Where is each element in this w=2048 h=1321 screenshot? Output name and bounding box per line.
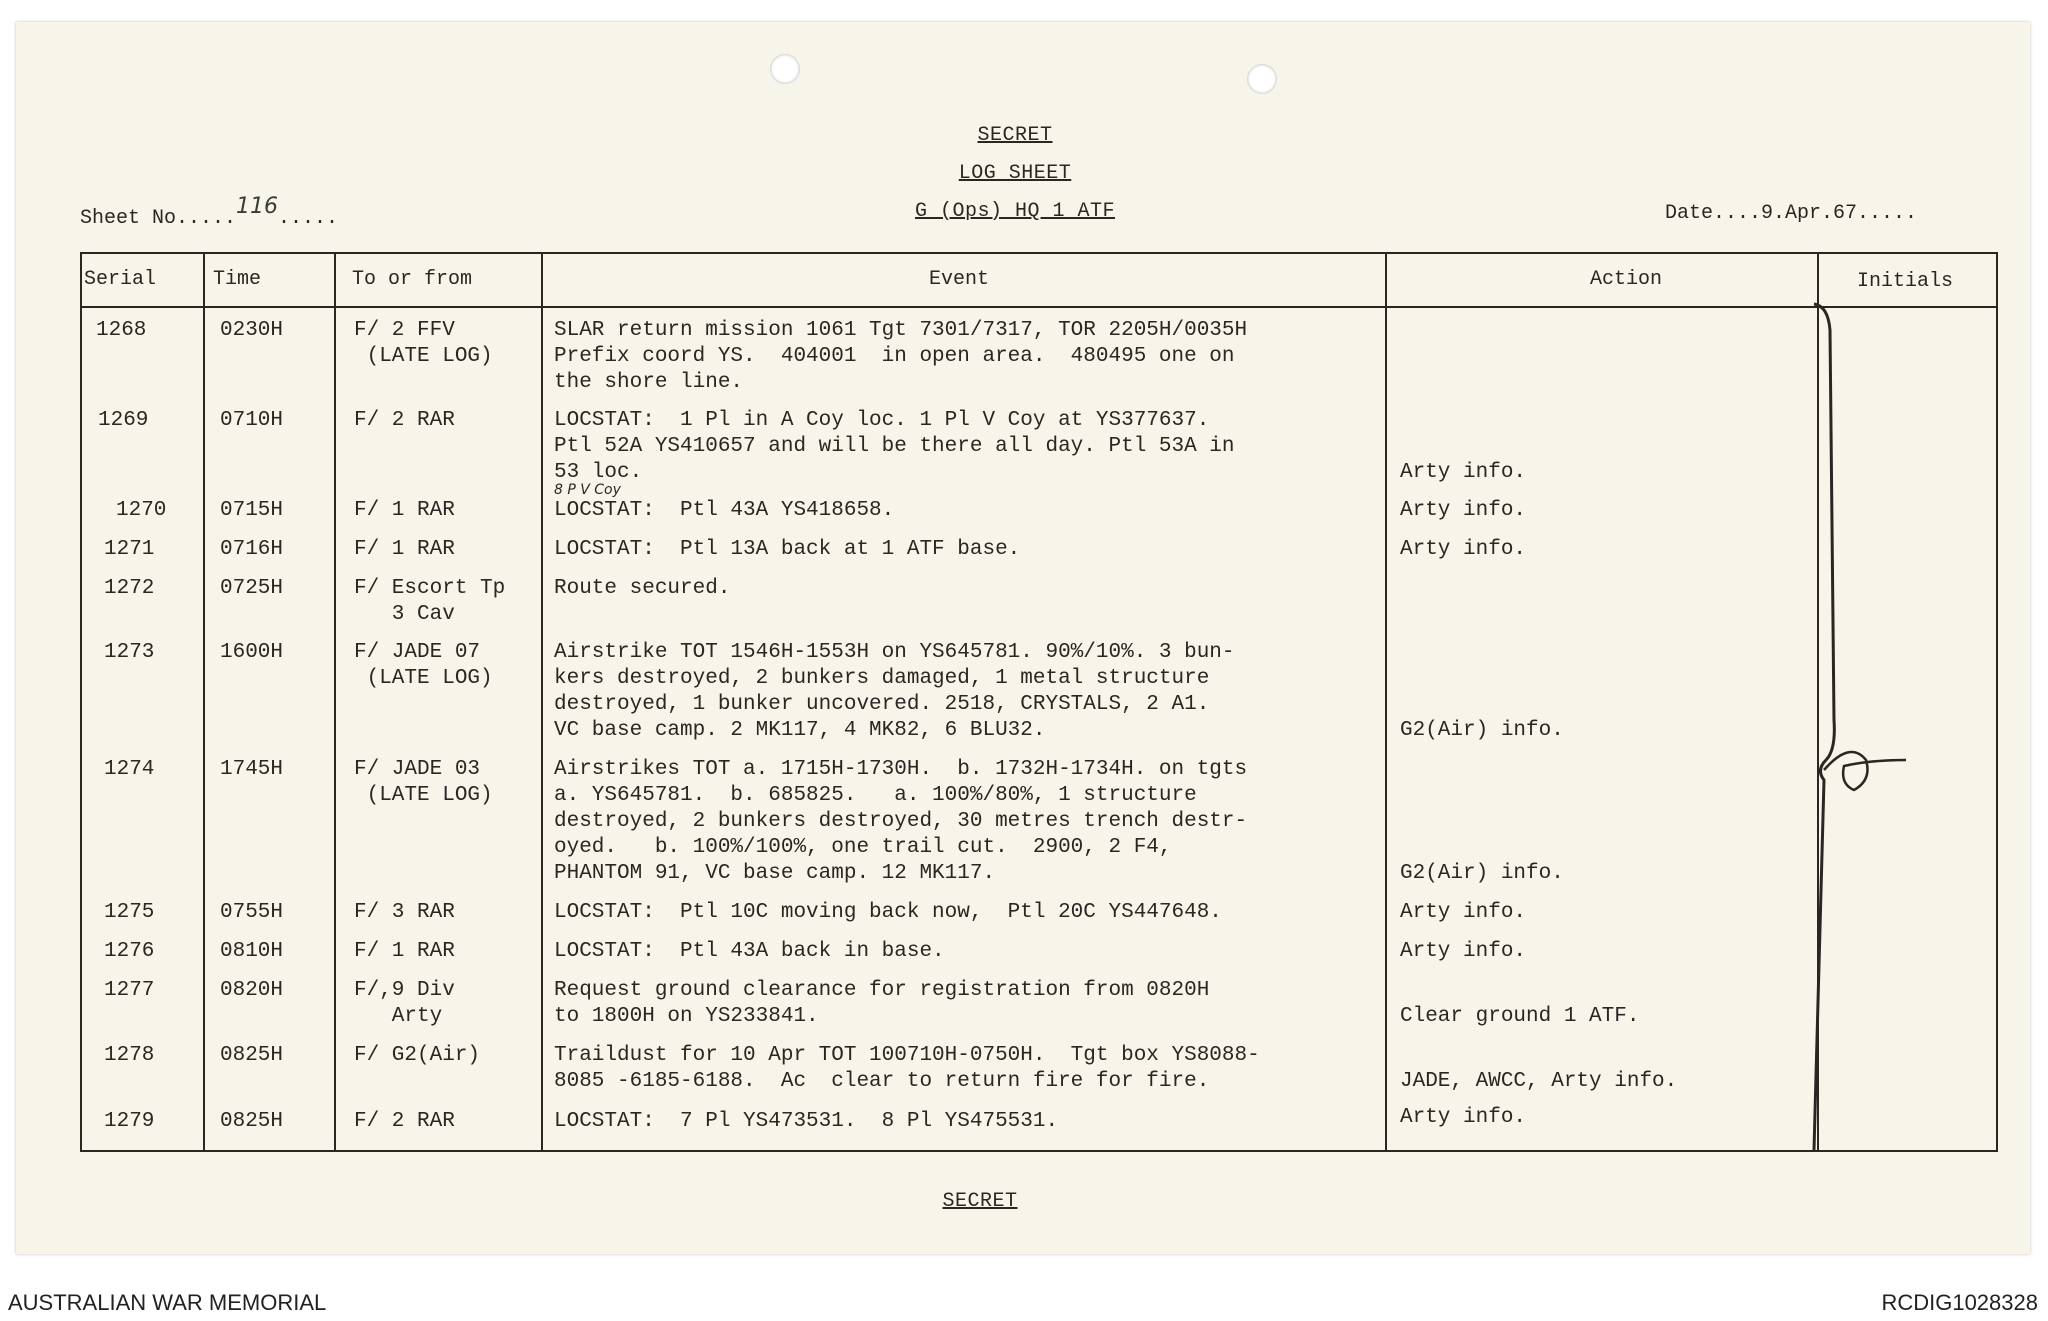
row-1273-serial: 1273: [104, 641, 155, 664]
row-1268-from: F/ 2 FFV (LATE LOG): [354, 319, 493, 368]
row-1268-event: SLAR return mission 1061 Tgt 7301/7317, TOR 2205H/0035H Prefix coord YS. 404001 in open area. 480495 one on the shore line.: [554, 319, 1248, 394]
archive-reference: RCDIG1028328: [1881, 1290, 2038, 1315]
row-1268-serial: 1268: [96, 319, 147, 342]
row-1271-event: LOCSTAT: Ptl 13A back at 1 ATF base.: [554, 538, 1021, 561]
sheet-dots: .....: [278, 207, 339, 230]
sheet-label: Sheet No.: [80, 207, 189, 230]
row-1274-time: 1745H: [220, 758, 284, 781]
row-1269-from: F/ 2 RAR: [354, 409, 455, 432]
col-header-initials: Initials: [1857, 270, 1954, 293]
row-1271-from: F/ 1 RAR: [354, 538, 455, 561]
row-1278-serial: 1278: [104, 1044, 155, 1067]
sheet-dots: ....: [188, 207, 237, 230]
row-1271-action: Arty info.: [1400, 538, 1527, 561]
row-1279-event: LOCSTAT: 7 Pl YS473531. 8 Pl YS475531.: [554, 1110, 1059, 1133]
classification-top: SECRET: [977, 124, 1053, 147]
row-1270-action: Arty info.: [1400, 499, 1527, 522]
row-1278-action: JADE, AWCC, Arty info.: [1400, 1070, 1678, 1093]
row-1278-event: Traildust for 10 Apr TOT 100710H-0750H. Tgt box YS8088- 8085 -6185-6188. Ac clear to return fire for fire.: [554, 1044, 1260, 1093]
row-1270-serial: 1270: [116, 499, 167, 522]
row-1277-action: Clear ground 1 ATF.: [1400, 1005, 1640, 1028]
row-1277-time: 0820H: [220, 979, 284, 1002]
initials-bracket-signature: [1810, 300, 1910, 1160]
col-header-time: Time: [213, 268, 262, 291]
date-label: Date....: [1665, 202, 1762, 225]
header-rule: [82, 306, 1996, 308]
row-1279-from: F/ 2 RAR: [354, 1110, 455, 1133]
row-1272-event: Route secured.: [554, 577, 731, 600]
row-1278-from: F/ G2(Air): [354, 1044, 481, 1067]
row-1274-event: Airstrikes TOT a. 1715H-1730H. b. 1732H-1734H. on tgts a. YS645781. b. 685825. a. 100%/80%, 1 structure destroyed, 2 bunkers destroyed, 30 metres trench destr- oyed. b. 100%/100%, one trail cut. 2900, 2 F4, PHANTOM 91, VC base camp. 12 MK117.: [554, 758, 1248, 885]
row-1276-time: 0810H: [220, 940, 284, 963]
row-1273-action: G2(Air) info.: [1400, 719, 1564, 742]
row-1279-action: Arty info.: [1400, 1106, 1527, 1129]
archive-credit: AUSTRALIAN WAR MEMORIAL: [8, 1290, 327, 1315]
row-1269-action: Arty info.: [1400, 461, 1527, 484]
row-1271-time: 0716H: [220, 538, 284, 561]
column-divider: [1385, 254, 1387, 1150]
row-1269-handwritten-note: 8 P V Coy: [554, 482, 621, 498]
row-1275-event: LOCSTAT: Ptl 10C moving back now, Ptl 20C YS447648.: [554, 901, 1222, 924]
row-1272-from: F/ Escort Tp 3 Cav: [354, 577, 506, 626]
classification-bottom: SECRET: [942, 1190, 1018, 1213]
row-1274-serial: 1274: [104, 758, 155, 781]
col-header-event: Event: [929, 268, 990, 291]
row-1268-time: 0230H: [220, 319, 284, 342]
row-1276-serial: 1276: [104, 940, 155, 963]
row-1276-event: LOCSTAT: Ptl 43A back in base.: [554, 940, 945, 963]
punch-hole: [770, 54, 800, 84]
row-1276-from: F/ 1 RAR: [354, 940, 455, 963]
row-1269-serial: 1269: [98, 409, 149, 432]
row-1271-serial: 1271: [104, 538, 155, 561]
row-1278-time: 0825H: [220, 1044, 284, 1067]
unit-title: G (Ops) HQ 1 ATF: [914, 200, 1116, 223]
row-1273-event: Airstrike TOT 1546H-1553H on YS645781. 90%/10%. 3 bun- kers destroyed, 2 bunkers damaged, 1 metal structure destroyed, 1 bunker uncovered. 2518, CRYSTALS, 2 A1. VC base camp. 2 MK117, 4 MK82, 6 BLU32.: [554, 641, 1235, 742]
sheet-number: 116: [236, 194, 279, 219]
row-1270-time: 0715H: [220, 499, 284, 522]
row-1275-from: F/ 3 RAR: [354, 901, 455, 924]
row-1277-serial: 1277: [104, 979, 155, 1002]
column-divider: [541, 254, 543, 1150]
row-1273-from: F/ JADE 07 (LATE LOG): [354, 641, 493, 690]
row-1270-event: LOCSTAT: Ptl 43A YS418658.: [554, 499, 895, 522]
row-1277-event: Request ground clearance for registration from 0820H to 1800H on YS233841.: [554, 979, 1210, 1028]
row-1275-serial: 1275: [104, 901, 155, 924]
row-1274-action: G2(Air) info.: [1400, 862, 1564, 885]
punch-hole: [1247, 64, 1277, 94]
column-divider: [203, 254, 205, 1150]
col-header-serial: Serial: [84, 268, 157, 291]
col-header-action: Action: [1590, 268, 1663, 291]
form-title: LOG SHEET: [958, 162, 1072, 185]
row-1275-time: 0755H: [220, 901, 284, 924]
row-1272-serial: 1272: [104, 577, 155, 600]
row-1279-serial: 1279: [104, 1110, 155, 1133]
row-1270-from: F/ 1 RAR: [354, 499, 455, 522]
log-table: [80, 252, 1998, 1152]
column-divider: [334, 254, 336, 1150]
row-1276-action: Arty info.: [1400, 940, 1527, 963]
row-1269-time: 0710H: [220, 409, 284, 432]
row-1275-action: Arty info.: [1400, 901, 1527, 924]
date-field: [1665, 202, 1917, 225]
row-1272-time: 0725H: [220, 577, 284, 600]
row-1279-time: 0825H: [220, 1110, 284, 1133]
row-1274-from: F/ JADE 03 (LATE LOG): [354, 758, 493, 807]
col-header-to-or-from: To or from: [352, 268, 473, 291]
row-1269-event: LOCSTAT: 1 Pl in A Coy loc. 1 Pl V Coy at YS377637. Ptl 52A YS410657 and will be there all day. Ptl 53A in 53 loc.: [554, 409, 1235, 484]
date-value: 9.Apr.67: [1761, 202, 1858, 225]
date-dots: .....: [1857, 202, 1918, 225]
sheet-number-field: [80, 194, 339, 230]
row-1277-from: F/,9 Div Arty: [354, 979, 455, 1028]
row-1273-time: 1600H: [220, 641, 284, 664]
